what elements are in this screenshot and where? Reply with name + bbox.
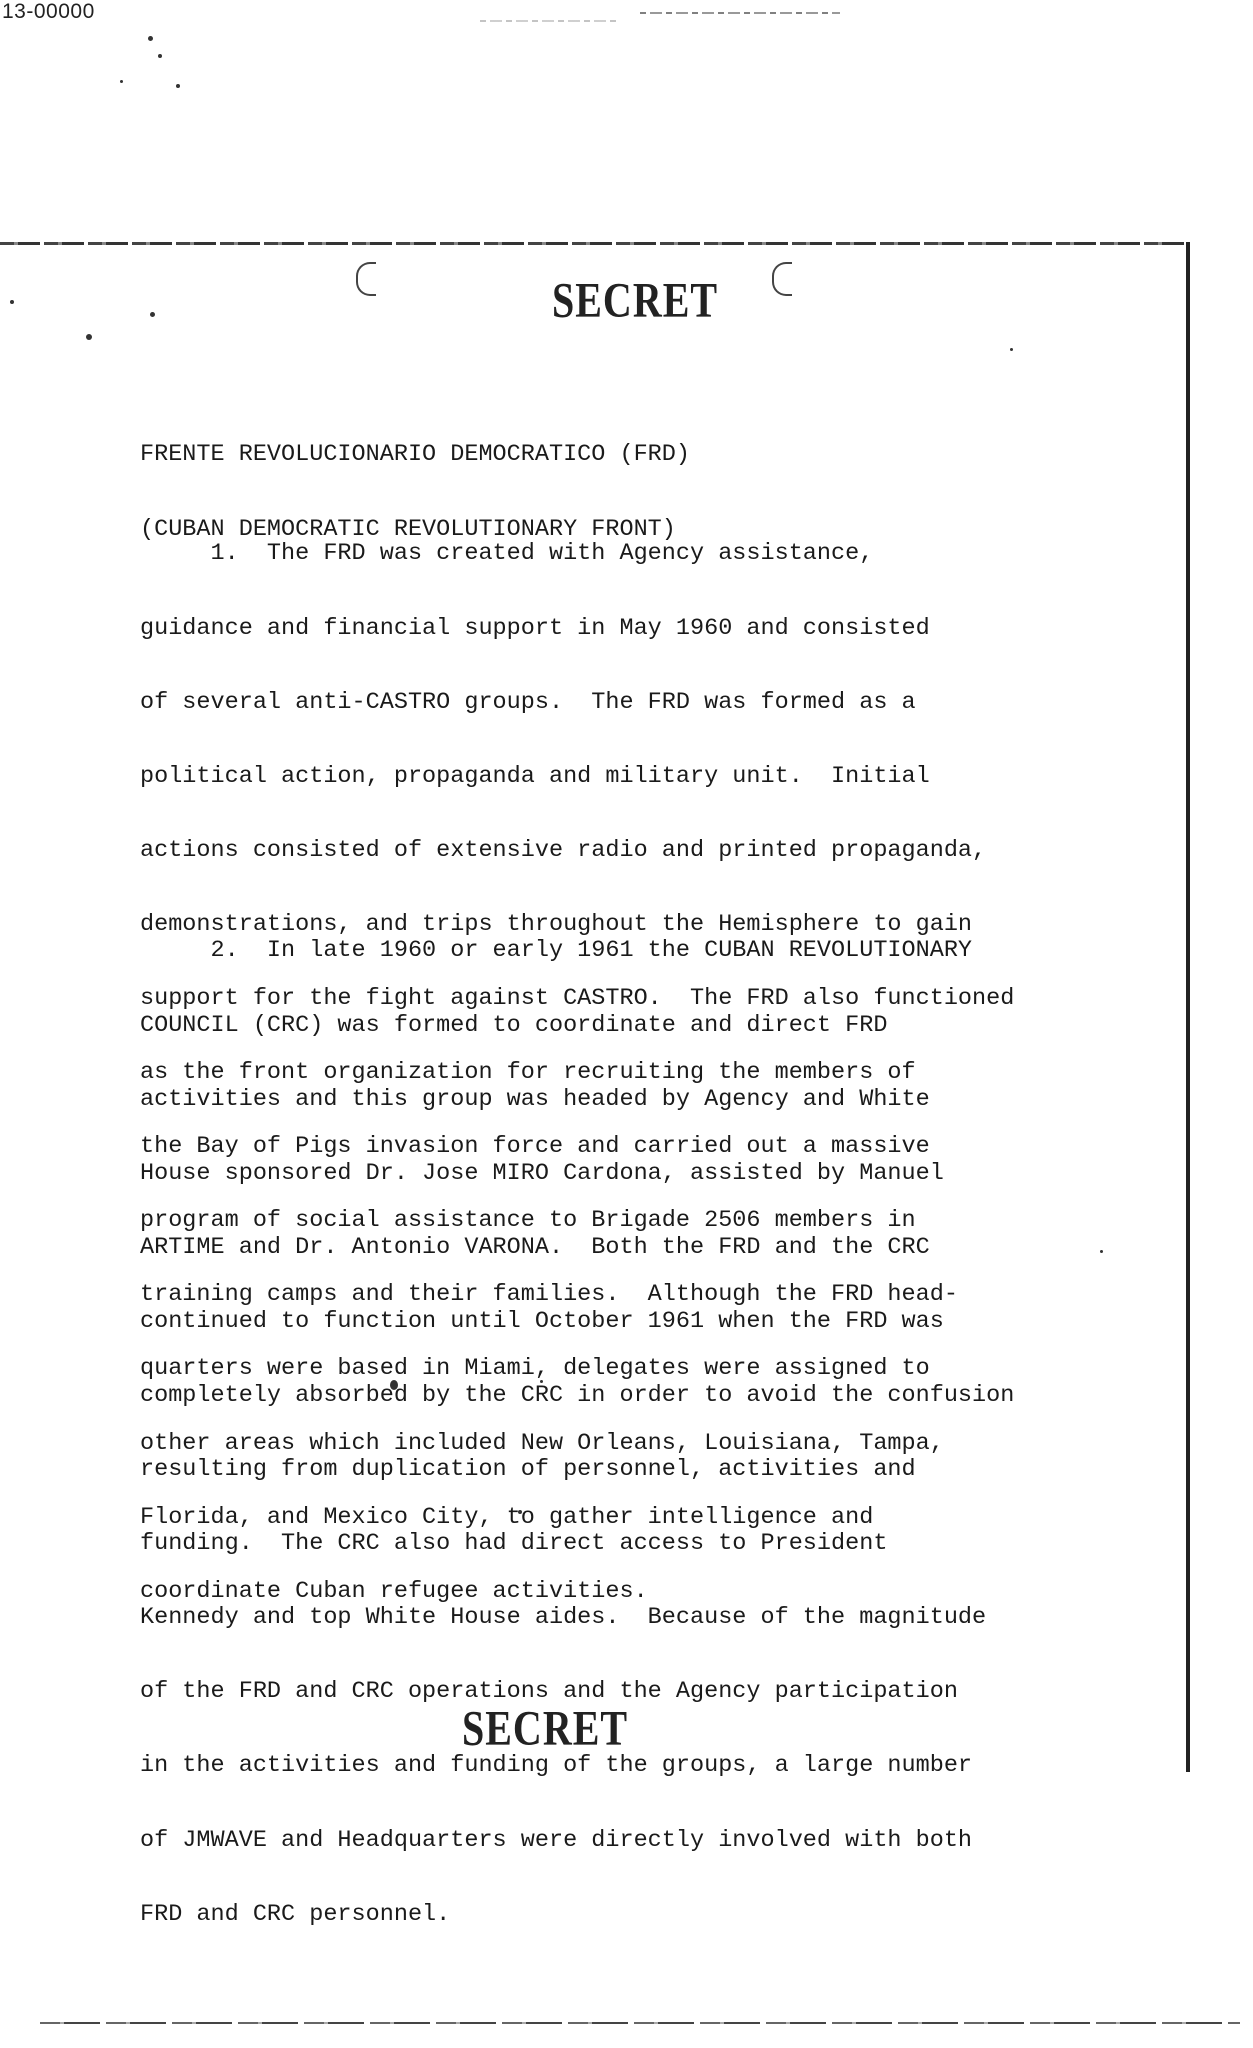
scan-speck [150,312,155,317]
scan-speck [1100,1250,1103,1253]
paragraph-line: actions consisted of extensive radio and printed propaganda, [140,836,987,864]
paragraph-line: COUNCIL (CRC) was formed to coordinate and direct FRD [140,1011,888,1039]
paragraph-line: House sponsored Dr. Jose MIRO Cardona, assisted by Manuel [140,1159,944,1187]
paragraph-line: of the FRD and CRC operations and the Agency participation [140,1678,958,1706]
paragraph-line: as the front organization for recruiting the members of [140,1059,916,1087]
paragraph-line: Florida, and Mexico City, to gather intelligence and [140,1503,874,1531]
classification-marking-bottom: SECRET [462,1699,629,1756]
paragraph-line: the Bay of Pigs invasion force and carried out a massive [140,1133,930,1161]
paragraph-line: other areas which included New Orleans, Louisiana, Tampa, [140,1429,944,1457]
paragraph-line: in the activities and funding of the groups, a large number [140,1752,973,1780]
paragraph-line: program of social assistance to Brigade 2506 members in [140,1207,916,1235]
page-frame-right [1186,242,1190,1772]
scan-streak [640,12,840,14]
hole-punch-mark [356,262,376,296]
paragraph-line: of JMWAVE and Headquarters were directly involved with both [140,1826,973,1854]
scan-speck [120,80,123,83]
paragraph-line: demonstrations, and trips throughout the Hemisphere to gain [140,910,973,938]
paragraph-line: 1. The FRD was created with Agency assistance, [140,540,874,568]
paragraph-line: of several anti-CASTRO groups. The FRD was formed as a [140,688,916,716]
paragraph-line: Kennedy and top White House aides. Because of the magnitude [140,1604,987,1632]
paragraph-line: quarters were based in Miami, delegates were assigned to [140,1355,930,1383]
scan-speck [148,36,153,41]
scan-streak [480,20,620,22]
scan-speck [176,84,180,88]
page-frame-top [0,242,1190,245]
paragraph-line: support for the fight against CASTRO. The FRD also functioned [140,984,1015,1012]
heading-line: FRENTE REVOLUCIONARIO DEMOCRATICO (FRD) [140,441,690,468]
heading-line: (CUBAN DEMOCRATIC REVOLUTIONARY FRONT) [140,515,676,543]
paragraph-line: 2. In late 1960 or early 1961 the CUBAN REVOLUTIONARY [140,937,973,965]
scan-speck [86,334,92,340]
paragraph-2 [140,890,1014,1952]
paragraph-line: ARTIME and Dr. Antonio VARONA. Both the FRD and the CRC [140,1233,930,1261]
scan-speck [158,54,162,58]
classification-marking-top: SECRET [552,271,719,328]
paragraph-line: resulting from duplication of personnel, activities and [140,1456,916,1484]
hole-punch-mark [772,262,792,296]
scan-edge-bottom [40,2022,1240,2024]
scan-speck [10,300,14,304]
paragraph-line: activities and this group was headed by Agency and White [140,1085,930,1113]
scan-speck [1010,348,1013,351]
paragraph-line: FRD and CRC personnel. [140,1900,451,1928]
paragraph-line: funding. The CRC also had direct access to President [140,1530,888,1558]
paragraph-line: completely absorbed by the CRC in order to avoid the confusion [140,1381,1015,1409]
document-id: 13-00000 [2,0,95,23]
paragraph-line: coordinate Cuban refugee activities. [140,1577,648,1605]
paragraph-line: political action, propaganda and military unit. Initial [140,762,930,790]
paragraph-line: guidance and financial support in May 1960 and consisted [140,614,930,642]
paragraph-line: continued to function until October 1961 when the FRD was [140,1307,944,1335]
paragraph-line: training camps and their families. Although the FRD head- [140,1281,958,1309]
